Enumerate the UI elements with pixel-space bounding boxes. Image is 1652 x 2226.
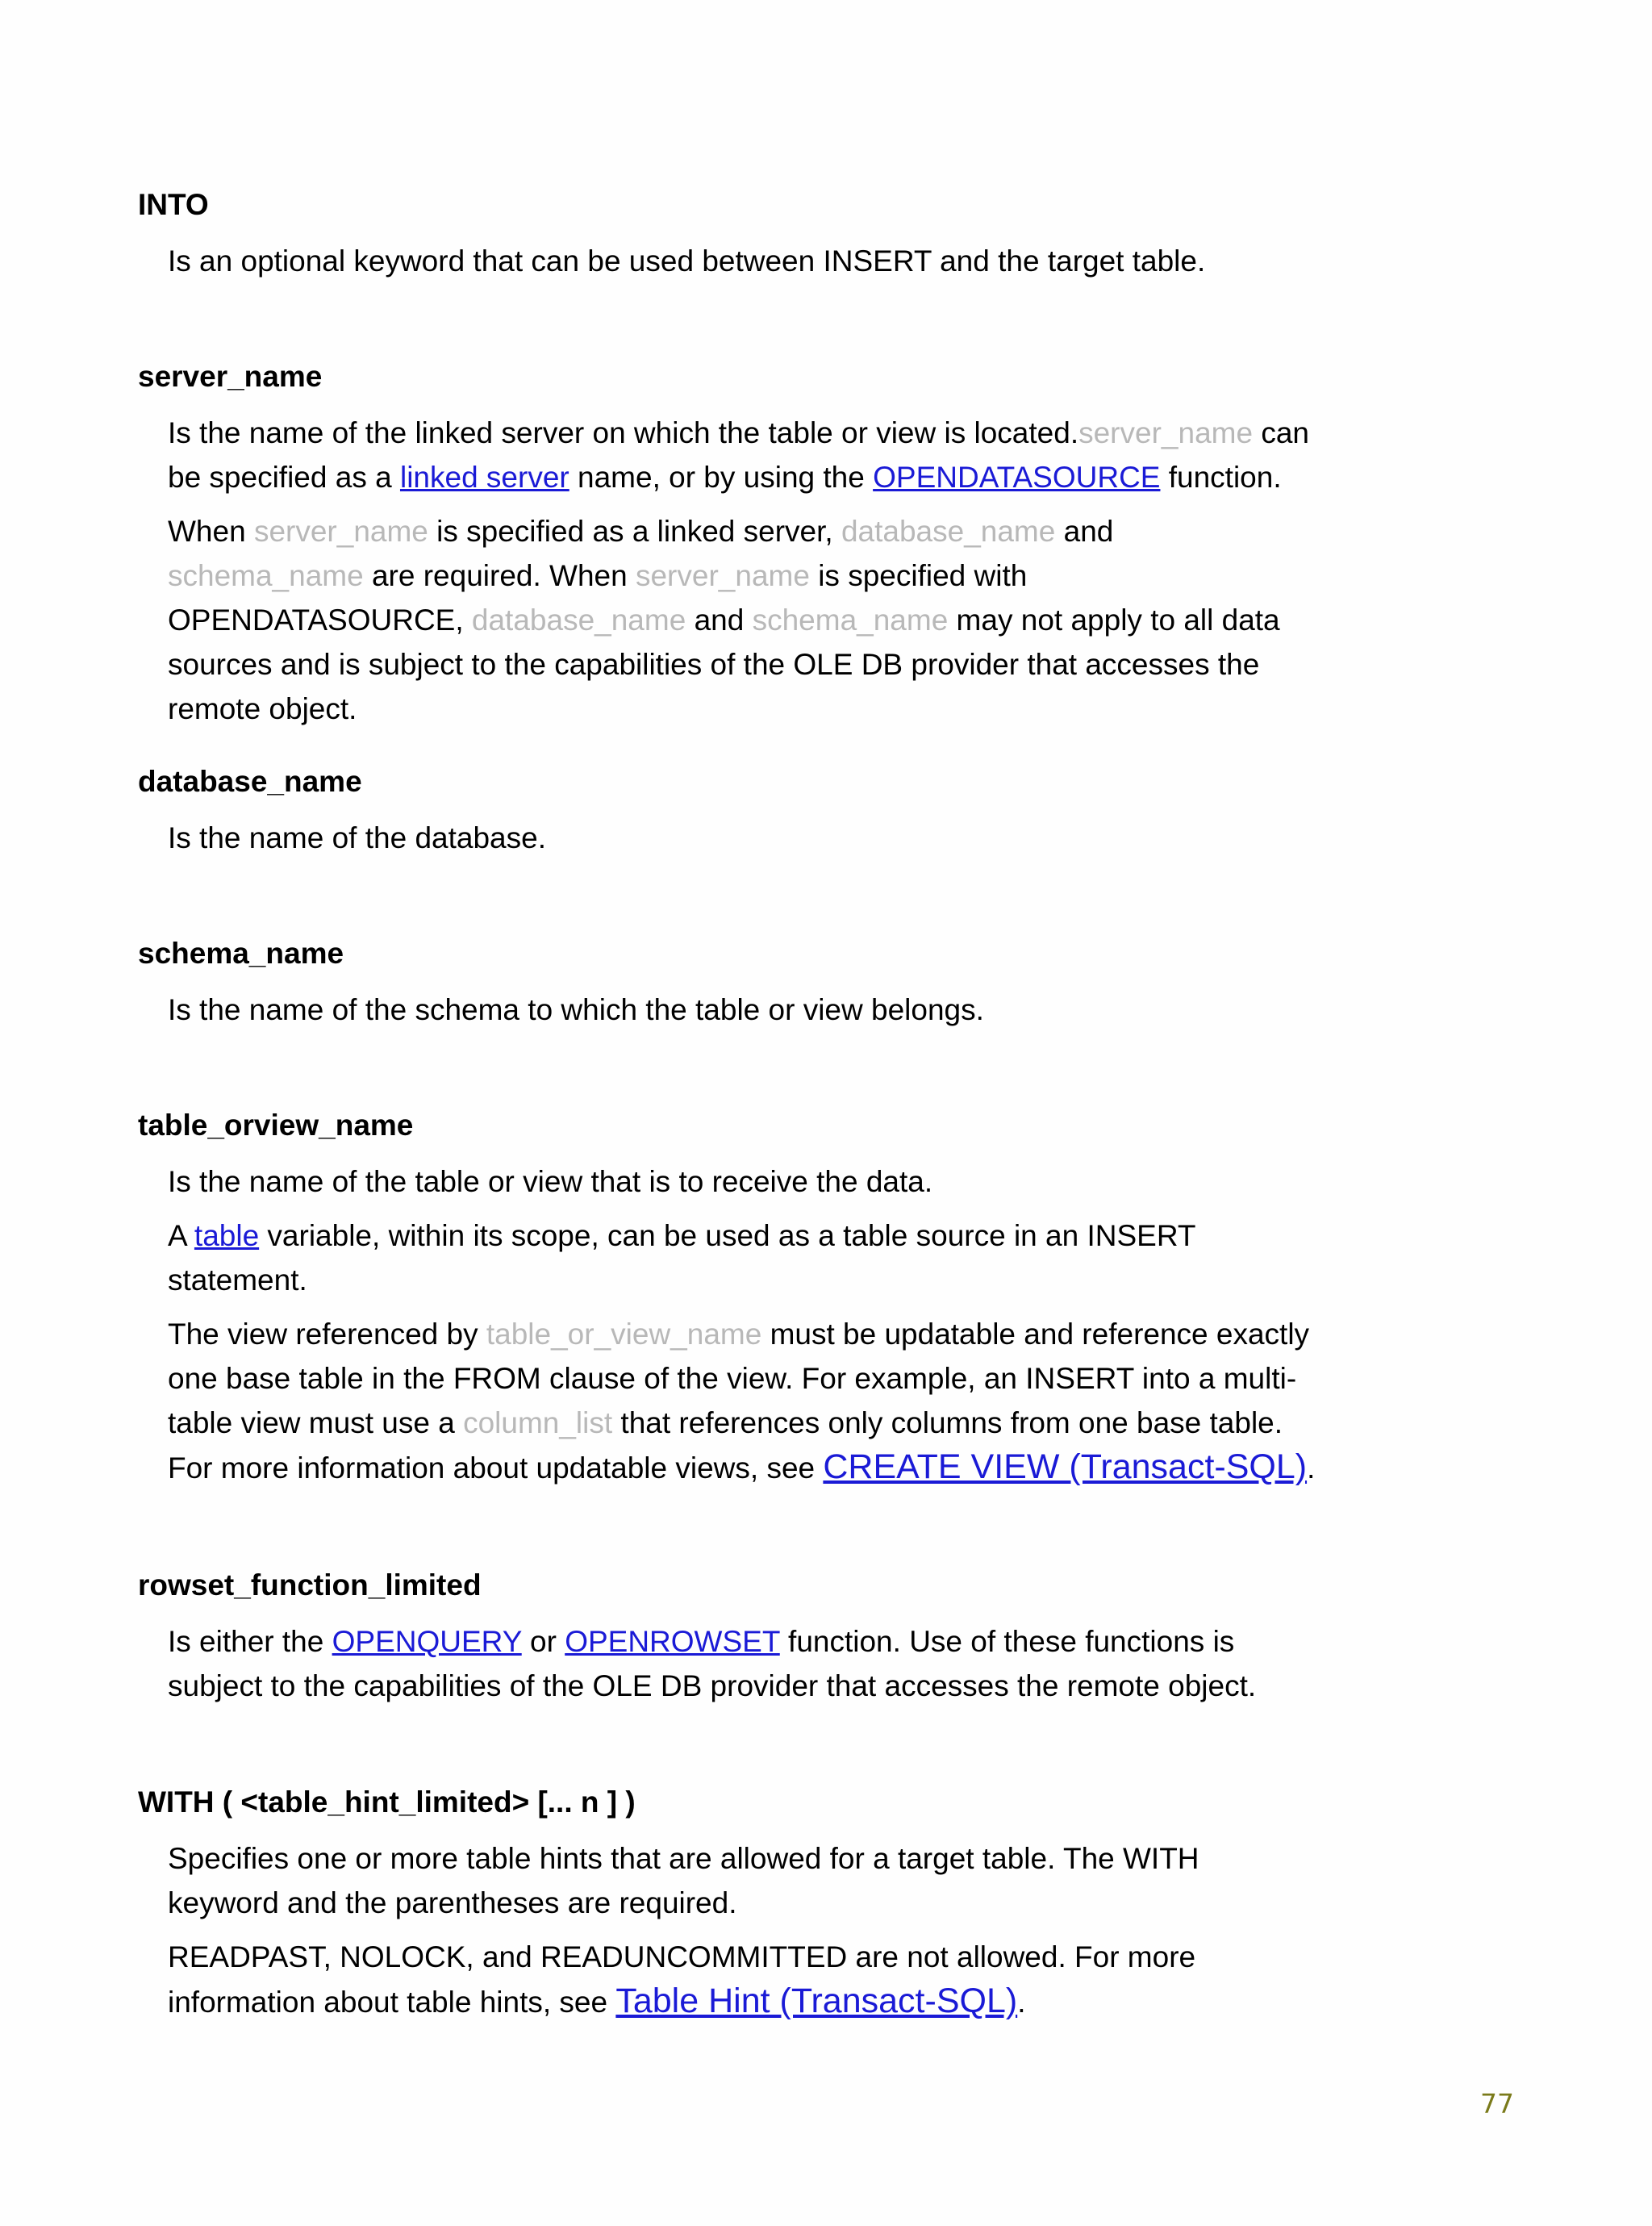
section-with-table-hint [138, 1785, 1316, 2024]
text: When [168, 515, 254, 548]
term-heading: schema_name [138, 937, 344, 970]
text: can be specified as a [168, 416, 1309, 494]
text: A [168, 1219, 194, 1252]
text: variable, within its scope, can be used as a table source in an INSERT statement. [168, 1219, 1195, 1297]
section-schema-name [138, 936, 1316, 1032]
code-term: server_name [635, 559, 810, 592]
link-table-hint[interactable]: Table Hint (Transact-SQL) [615, 1982, 1018, 2020]
text: may not apply to all data sources and is subject to the capabilities of the OLE DB provider that accesses the remote object. [168, 603, 1280, 725]
text: must be updatable and reference exactly one base table in the FROM clause of the view. For example, an INSERT into a multi-table view must use a [168, 1318, 1310, 1439]
text: name, or by using the [569, 461, 874, 494]
term-description [168, 509, 1316, 731]
code-term: schema_name [168, 559, 364, 592]
section-rowset-function-limited [138, 1568, 1316, 1708]
term-description [168, 1213, 1316, 1302]
term-heading: table_orview_name [138, 1109, 414, 1142]
code-term: server_name [253, 515, 428, 548]
term-description: Specifies one or more table hints that are allowed for a target table. The WITH keyword and the parentheses are required. [168, 1842, 1199, 1919]
text: or [521, 1625, 565, 1658]
term-description: Is the name of the schema to which the table or view belongs. [168, 993, 984, 1026]
code-term: table_or_view_name [486, 1318, 762, 1351]
section-into [138, 187, 1316, 283]
code-term: column_list [463, 1406, 613, 1439]
section-table-orview-name [138, 1108, 1316, 1490]
link-opendatasource[interactable]: OPENDATASOURCE [873, 461, 1161, 494]
code-term: server_name [1078, 416, 1254, 449]
text: are required. When [363, 559, 636, 592]
text: and [1055, 515, 1114, 548]
term-description [168, 1935, 1316, 2024]
text: Is either the [168, 1625, 332, 1658]
text: is specified as a linked server, [428, 515, 841, 548]
term-heading: rowset_function_limited [138, 1568, 482, 1602]
section-server-name [138, 359, 1316, 731]
section-database-name [138, 764, 1316, 860]
code-term: schema_name [752, 603, 949, 637]
code-term: database_name [841, 515, 1056, 548]
page-number: 77 [1480, 2088, 1514, 2120]
code-term: database_name [471, 603, 686, 637]
term-description [168, 1312, 1316, 1490]
link-linked-server[interactable]: linked server [399, 461, 569, 494]
link-create-view[interactable]: CREATE VIEW (Transact-SQL) [823, 1447, 1308, 1486]
text: function. Use of these functions is subject to the capabilities of the OLE DB provider that accesses the remote object. [168, 1625, 1257, 1702]
term-description [168, 1619, 1316, 1708]
text: READPAST, NOLOCK, and READUNCOMMITTED are not allowed. For more information about table hints, see [168, 1940, 1196, 2019]
text: and [686, 603, 753, 637]
text: Is the name of the linked server on which the table or view is located. [168, 416, 1079, 449]
text: The view referenced by [168, 1318, 486, 1351]
text: . [1017, 1986, 1026, 2019]
text: function. [1160, 461, 1282, 494]
term-heading: server_name [138, 360, 323, 393]
term-description [168, 411, 1316, 499]
text: that references only columns from one base table. For more information about updatable views, see [168, 1406, 1283, 1485]
text: is specified with OPENDATASOURCE, [168, 559, 1028, 637]
term-heading: WITH ( <table_hint_limited> [... n ] ) [138, 1785, 636, 1819]
term-description: Is an optional keyword that can be used between INSERT and the target table. [168, 244, 1206, 278]
text: . [1307, 1451, 1316, 1485]
term-heading: database_name [138, 765, 362, 798]
link-table[interactable]: table [194, 1219, 260, 1252]
term-description: Is the name of the table or view that is to receive the data. [168, 1165, 933, 1198]
link-openrowset[interactable]: OPENROWSET [565, 1625, 780, 1658]
term-heading: INTO [138, 188, 209, 221]
link-openquery[interactable]: OPENQUERY [332, 1625, 522, 1658]
term-description: Is the name of the database. [168, 821, 546, 854]
